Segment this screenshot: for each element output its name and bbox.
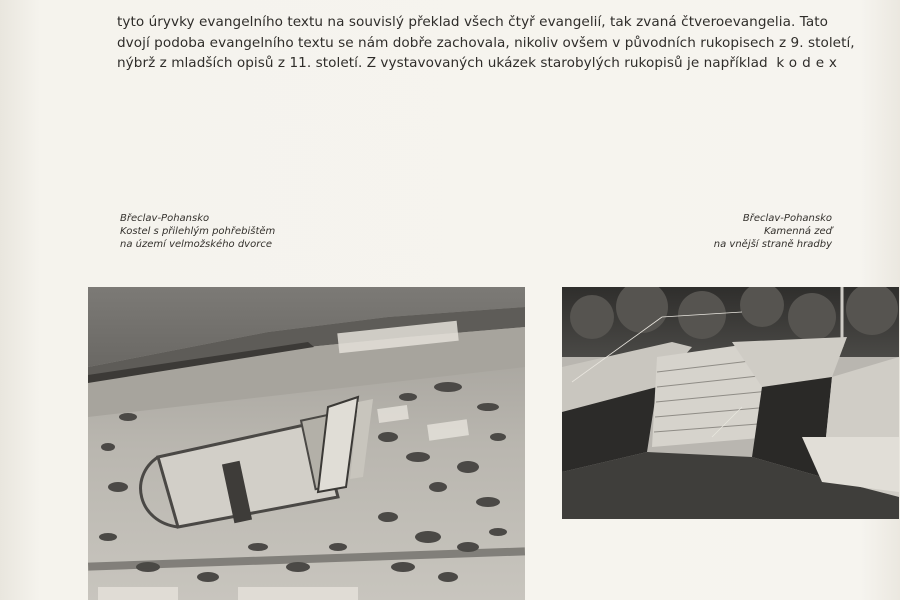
body-paragraph bbox=[117, 12, 855, 74]
excavation-church-photo bbox=[88, 287, 525, 600]
caption-right-subject: Kamenná zeď bbox=[764, 226, 832, 237]
caption-right-place: Břeclav-Pohansko bbox=[742, 213, 832, 224]
caption-left-subject: Kostel s přilehlým pohřebištěm bbox=[120, 226, 276, 237]
caption-left-place: Břeclav-Pohansko bbox=[120, 213, 210, 224]
stone-wall-photo bbox=[562, 287, 899, 519]
caption-right-detail: na vnější straně hradby bbox=[713, 239, 832, 250]
caption-right bbox=[700, 212, 832, 251]
body-line-3-text: nýbrž z mladších opisů z 11. století. Z vystavovaných ukázek starobylých rukopisů je například bbox=[117, 55, 768, 71]
body-line-2: dvojí podoba evangelního textu se nám dobře zachovala, nikoliv ovšem v původních rukopisech z 9. století, bbox=[117, 34, 855, 51]
caption-left-detail: na území velmožského dvorce bbox=[120, 239, 272, 250]
body-line-3-spaced-word: kodex bbox=[776, 55, 842, 71]
caption-left bbox=[120, 212, 275, 251]
body-line-3 bbox=[117, 53, 842, 74]
body-line-1: tyto úryvky evangelního textu na souvislý překlad všech čtyř evangelií, tak zvaná čtveroevangelia. Tato bbox=[117, 14, 828, 30]
